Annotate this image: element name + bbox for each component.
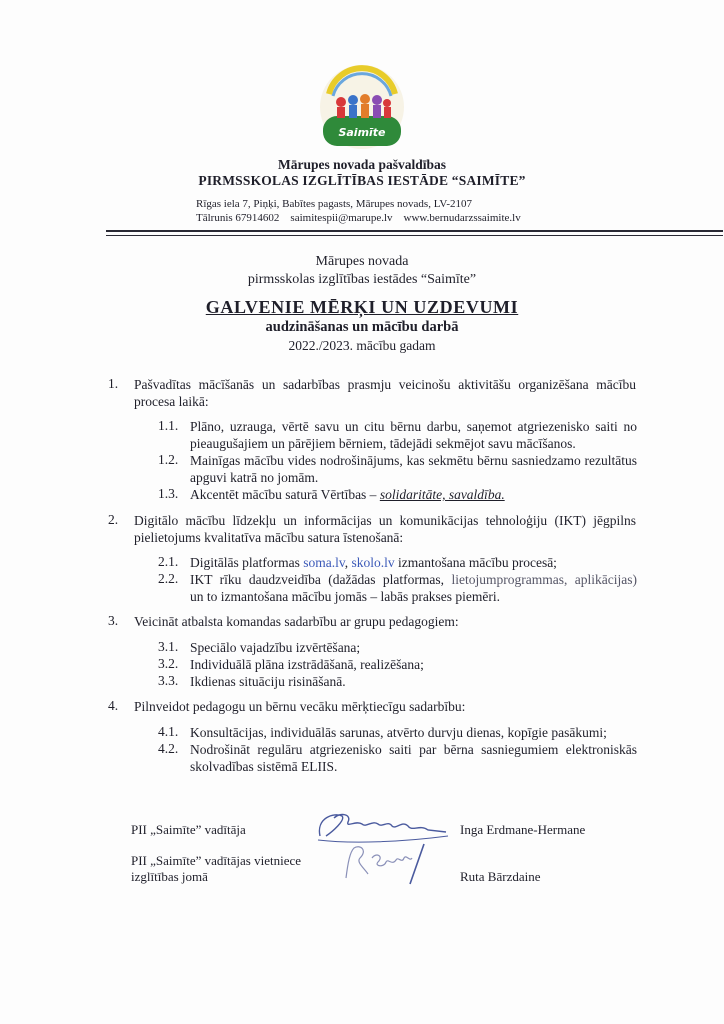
subgoal-text: Ikdienas situāciju risināšanā. — [190, 674, 346, 689]
subgoal-number: 4.1. — [158, 724, 179, 739]
platforms-label: Digitālās platformas — [190, 555, 304, 570]
separator: , — [344, 555, 352, 570]
goal-number: 1. — [108, 376, 119, 391]
subgoal-number: 1.1. — [158, 418, 179, 433]
address: Rīgas iela 7, Piņķi, Babītes pagasts, Mārupes novads, LV-2107 — [196, 198, 472, 210]
goal-number: 3. — [108, 613, 119, 628]
recipient-line-1: Mārupes novada — [315, 254, 409, 269]
deputy-name: Ruta Bārzdaine — [460, 869, 541, 884]
subgoal-number: 4.2. — [158, 741, 179, 756]
head-name: Inga Erdmane-Hermane — [460, 822, 586, 837]
ikt-tools-label: IKT rīku daudzveidība (dažādas platformas, — [190, 572, 452, 587]
subgoal-text — [190, 554, 557, 571]
subgoal-number: 3.3. — [158, 673, 179, 688]
subgoal-number: 1.2. — [158, 452, 179, 467]
values-emphasis: solidaritāte, savaldība. — [379, 487, 505, 502]
subgoal-text-cont: skolvadības sistēmā ELIIS. — [190, 759, 338, 774]
subgoal-text: Mainīgas mācību vides nodrošinājums, kas sekmētu bērnu sasniedzamo rezultātus — [190, 453, 637, 468]
document-subtitle: audzināšanas un mācību darbā — [265, 319, 459, 335]
phone: Tālrunis 67914602 — [196, 212, 280, 224]
subgoal-text — [190, 486, 505, 503]
subgoal-text: Individuālā plāna izstrādāšanā, realizēšana; — [190, 657, 424, 672]
header-divider — [106, 230, 723, 232]
website-link[interactable]: www.bernudarzssaimite.lv — [403, 212, 521, 224]
goal-text: Pilnveidot pedagogu un bērnu vecāku mērķtiecīgu sadarbību: — [134, 699, 466, 714]
institution-name: PIRMSSKOLAS IZGLĪTĪBAS IESTĀDE “SAIMĪTE” — [198, 173, 526, 188]
recipient-line-2: pirmsskolas izglītības iestādes “Saimīte” — [247, 272, 477, 287]
subgoal-text-cont: un to izmantošana mācību jomās – labās prakses piemēri. — [190, 589, 501, 604]
subgoal-text-cont: pieaugušajiem un pārējiem bērniem, tādejādi sekmējot savu mācīšanos. — [190, 436, 576, 451]
subgoal-number: 1.3. — [158, 486, 179, 501]
skolo-link[interactable]: skolo.lv — [351, 555, 395, 570]
goal-text: Veicināt atbalsta komandas sadarbību ar grupu pedagogiem: — [134, 614, 459, 629]
subgoal-number: 2.1. — [158, 554, 179, 569]
document-title: GALVENIE MĒRĶI UN UZDEVUMI — [205, 297, 519, 317]
goal-text-cont: pielietojums kvalitatīva mācību satura īstenošanā: — [134, 530, 404, 545]
deputy-signature — [338, 838, 438, 888]
goal-number: 4. — [108, 698, 119, 713]
subgoal-text: Nodrošināt regulāru atgriezenisko saiti par bērna sasniegumiem elektroniskās — [190, 742, 637, 757]
platforms-usage: izmantošana mācību procesā; — [394, 555, 557, 570]
goal-number: 2. — [108, 512, 119, 527]
goal-text: Digitālo mācību līdzekļu un informācijas un komunikācijas tehnoloģiju (IKT) jēgpilns — [134, 513, 636, 528]
subgoal-text: Plāno, uzrauga, vērtē savu un citu bērnu darbu, saņemot atgriezenisko saiti no — [190, 419, 637, 434]
goal-text: Pašvadītas mācīšanās un sadarbības prasmju veicinošu aktivitāšu organizēšana mācību — [134, 377, 636, 392]
values-label: Akcentēt mācību saturā Vērtības – — [190, 487, 380, 502]
ikt-tools-apps: lietojumprogrammas, aplikācijas) — [451, 572, 637, 587]
header-divider-thin — [106, 235, 723, 236]
head-role: PII „Saimīte” vadītāja — [131, 822, 246, 837]
subgoal-number: 2.2. — [158, 571, 179, 586]
deputy-role-cont: izglītības jomā — [131, 869, 208, 884]
school-year: 2022./2023. mācību gadam — [288, 338, 436, 353]
subgoal-text: Speciālo vajadzību izvērtēšana; — [190, 640, 361, 655]
saimite-logo — [319, 64, 405, 150]
goal-text-cont: procesa laikā: — [134, 394, 209, 409]
contacts-line — [196, 212, 521, 224]
logo-text: Saimīte — [338, 126, 386, 139]
deputy-role: PII „Saimīte” vadītājas vietniece — [131, 853, 302, 868]
email-link[interactable]: saimitespii@marupe.lv — [290, 212, 393, 224]
subgoal-number: 3.2. — [158, 656, 179, 671]
subgoal-number: 3.1. — [158, 639, 179, 654]
soma-link[interactable]: soma.lv — [303, 555, 345, 570]
subgoal-text — [190, 571, 637, 588]
subgoal-text-cont: apguvi katrā no jomām. — [190, 470, 319, 485]
subgoal-text: Konsultācijas, individuālās sarunas, atvērto durvju dienas, kopīgie pasākumi; — [190, 725, 607, 740]
municipality-name: Mārupes novada pašvaldības — [277, 157, 447, 172]
